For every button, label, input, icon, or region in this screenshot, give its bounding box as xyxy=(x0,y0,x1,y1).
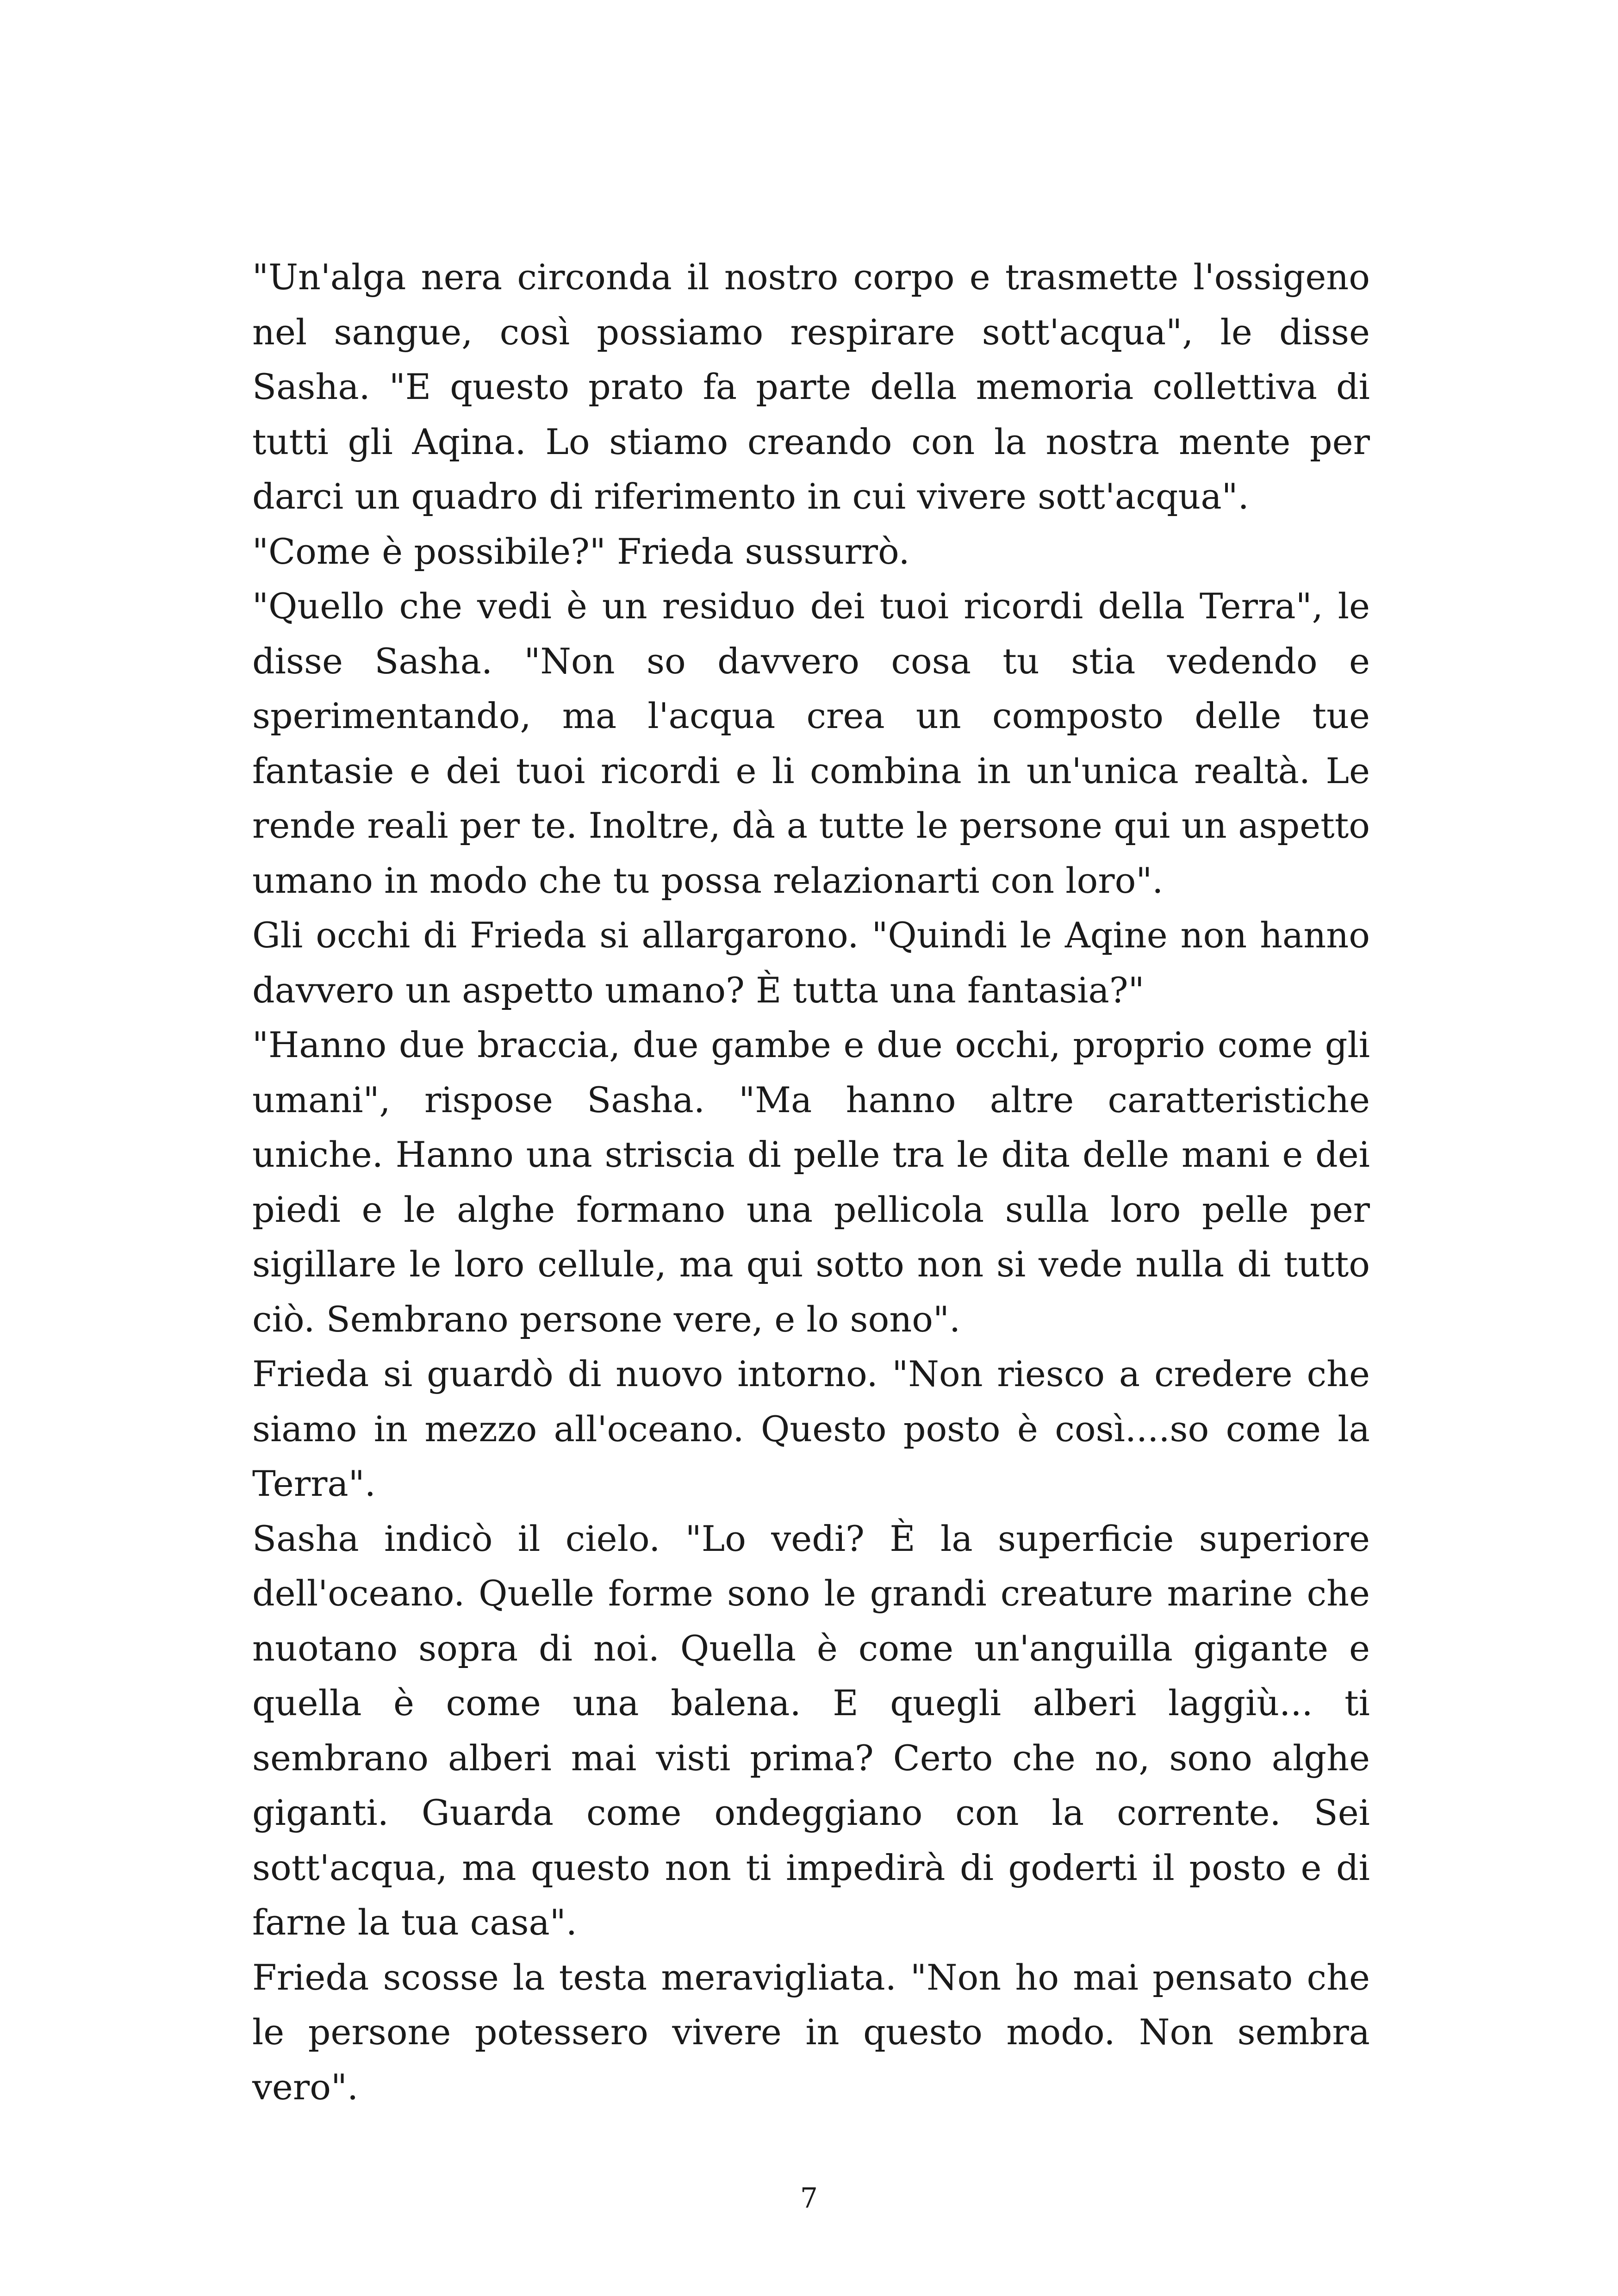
paragraph: Sasha indicò il cielo. "Lo vedi? È la superficie superiore dell'oceano. Quelle forme sono le grandi creature marine che nuotano sopra di noi. Quella è come un'anguilla gigante e quella è come una balena. E quegli alberi laggiù... ti sembrano alberi mai visti prima? Certo che no, sono alghe giganti. Guarda come ondeggiano con la corrente. Sei sott'acqua, ma questo non ti impedirà di goderti il posto e di farne la tua casa". xyxy=(252,1518,1370,1943)
paragraph: "Un'alga nera circonda il nostro corpo e trasmette l'ossigeno nel sangue, così possiamo respirare sott'acqua", le disse Sasha. "E questo prato fa parte della memoria collettiva di tutti gli Aqina. Lo stiamo creando con la nostra mente per darci un quadro di riferimento in cui vivere sott'acqua". xyxy=(252,256,1370,517)
paragraph: Gli occhi di Frieda si allargarono. "Quindi le Aqine non hanno davvero un aspetto umano? È tutta una fantasia?" xyxy=(252,915,1370,1011)
paragraph: "Come è possibile?" Frieda sussurrò. xyxy=(252,530,910,572)
body-text xyxy=(252,250,1370,2115)
page-number: 7 xyxy=(800,2182,818,2215)
paragraph: Frieda scosse la testa meravigliata. "Non ho mai pensato che le persone potessero vivere in questo modo. Non sembra vero". xyxy=(252,1956,1370,2108)
paragraph: Frieda si guardò di nuovo intorno. "Non riesco a credere che siamo in mezzo all'oceano. Questo posto è così....so come la Terra". xyxy=(252,1353,1370,1504)
paragraph: "Hanno due braccia, due gambe e due occhi, proprio come gli umani", rispose Sasha. "Ma hanno altre caratteristiche uniche. Hanno una striscia di pelle tra le dita delle mani e dei piedi e le alghe formano una pellicola sulla loro pelle per sigillare le loro cellule, ma qui sotto non si vede nulla di tutto ciò. Sembrano persone vere, e lo sono". xyxy=(252,1024,1370,1340)
paragraph: "Quello che vedi è un residuo dei tuoi ricordi della Terra", le disse Sasha. "Non so davvero cosa tu stia vedendo e sperimentando, ma l'acqua crea un composto delle tue fantasie e dei tuoi ricordi e li combina in un'unica realtà. Le rende reali per te. Inoltre, dà a tutte le persone qui un aspetto umano in modo che tu possa relazionarti con loro". xyxy=(252,585,1370,901)
